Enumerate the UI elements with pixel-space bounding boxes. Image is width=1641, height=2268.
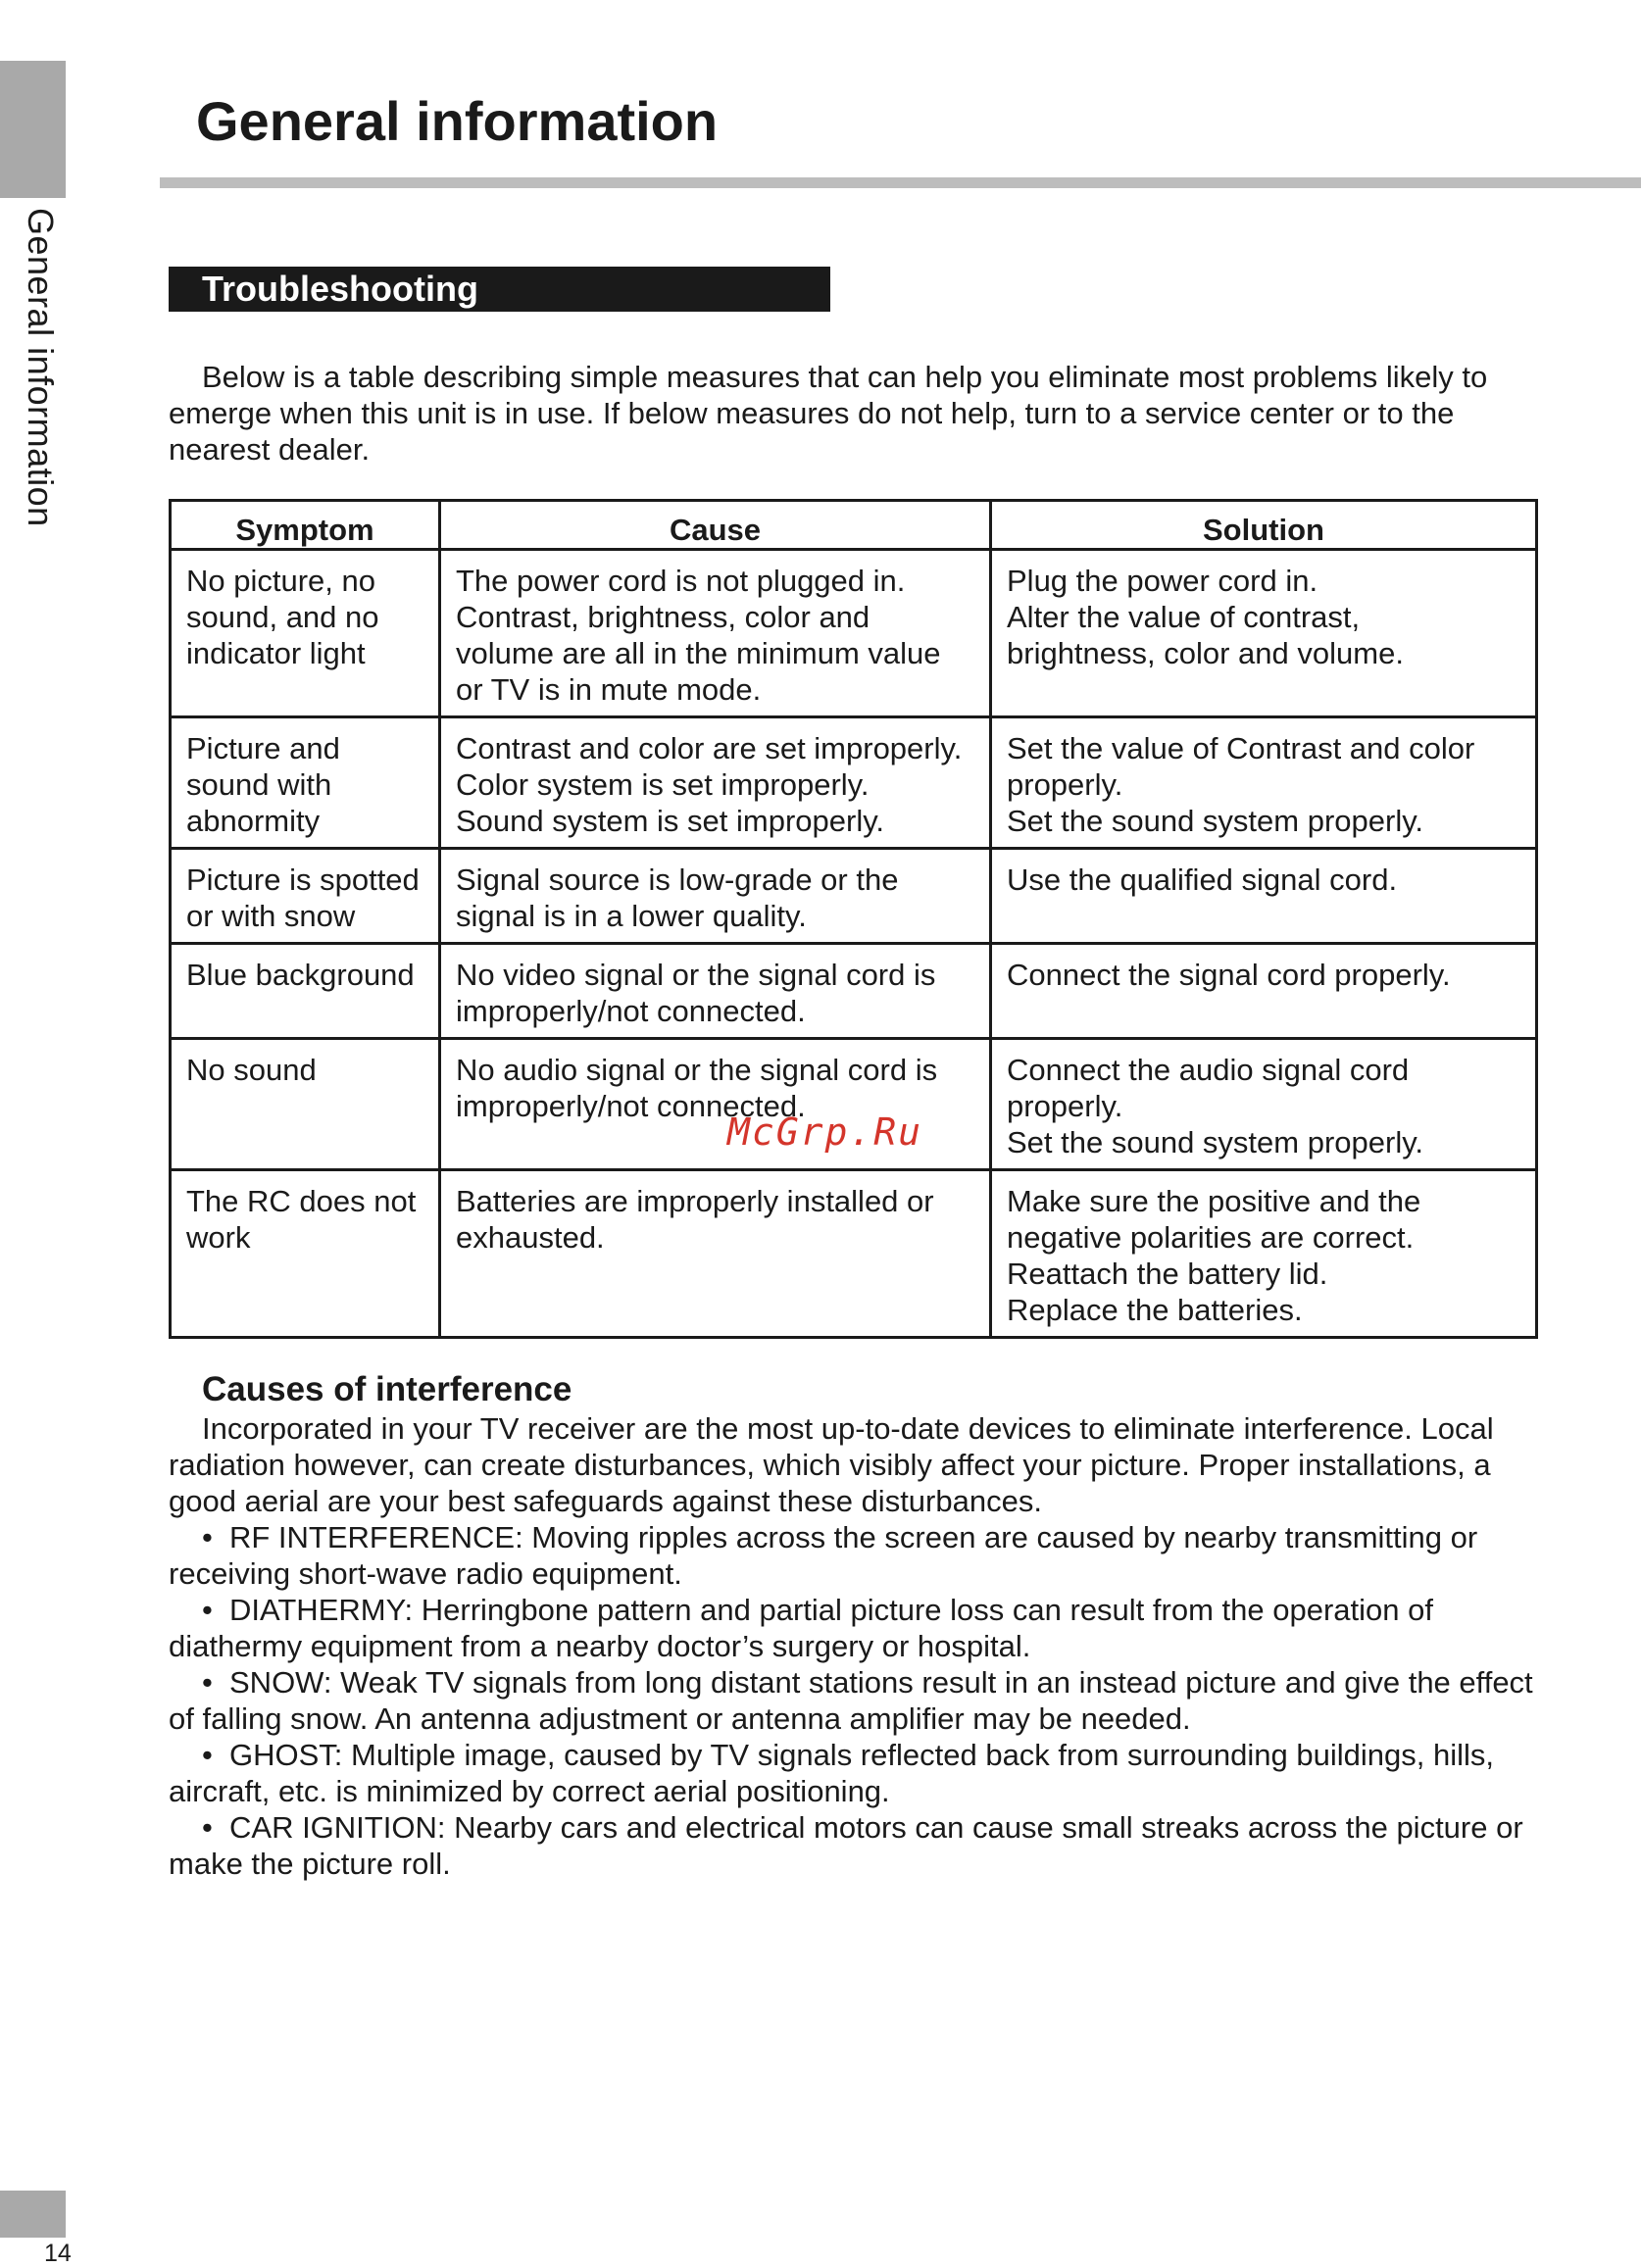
cell-solution [991, 1170, 1537, 1338]
bullet-icon: • [202, 1593, 213, 1627]
cell-line: Set the sound system properly. [1007, 804, 1424, 838]
intro-paragraph: Below is a table describing simple measures that can help you eliminate most problems likely to emerge when this unit is in use. If below measures do not help, turn to a service center or to the nearest dealer. [169, 360, 1488, 467]
cell-solution [991, 717, 1537, 849]
table-row [171, 1170, 1537, 1338]
header-symptom: Symptom [171, 501, 440, 550]
cell-line: or TV is in mute mode. [456, 672, 762, 707]
cell-symptom [171, 1170, 440, 1338]
cell-line: abnormity [186, 804, 321, 838]
cell-line: Connect the signal cord properly. [1007, 958, 1451, 992]
cell-line: Set the value of Contrast and color [1007, 731, 1475, 765]
cell-line: Blue background [186, 958, 415, 992]
interference-section [169, 1369, 1541, 1882]
cell-line: indicator light [186, 636, 366, 670]
watermark: McGrp.Ru [727, 1110, 923, 1154]
bullet-text: CAR IGNITION: Nearby cars and electrical motors can cause small streaks across the picture or make the picture roll. [169, 1810, 1523, 1881]
cell-line: improperly/not connected. [456, 1089, 806, 1123]
footer-tab-marker [0, 2191, 66, 2238]
bullet-icon: • [202, 1810, 213, 1845]
cell-line: Plug the power cord in. [1007, 564, 1318, 598]
cell-cause [440, 1170, 991, 1338]
title-divider [160, 177, 1641, 188]
header-solution: Solution [991, 501, 1537, 550]
cell-line: The power cord is not plugged in. [456, 564, 906, 598]
cell-line: properly. [1007, 767, 1123, 802]
cell-line: sound with [186, 767, 332, 802]
table-row [171, 717, 1537, 849]
header-cause: Cause [440, 501, 991, 550]
interference-paragraph: Incorporated in your TV receiver are the most up-to-date devices to eliminate interference. Local radiation however, can create disturbances, which visibly affect your picture. Proper installations, a good aerial are your best safeguards against these disturbances. [169, 1411, 1494, 1518]
page-title: General information [196, 90, 719, 152]
cell-symptom [171, 1039, 440, 1170]
cell-line: sound, and no [186, 600, 379, 634]
cell-line: No video signal or the signal cord is [456, 958, 936, 992]
table-row [171, 849, 1537, 944]
cell-line: Make sure the positive and the [1007, 1184, 1421, 1218]
cell-line: Picture and [186, 731, 340, 765]
interference-bullet-list [169, 1519, 1541, 1882]
cell-line: No picture, no [186, 564, 375, 598]
cell-line: No audio signal or the signal cord is [456, 1053, 938, 1087]
cell-line: Use the qualified signal cord. [1007, 863, 1398, 897]
cell-solution [991, 944, 1537, 1039]
cell-line: brightness, color and volume. [1007, 636, 1404, 670]
cell-cause [440, 550, 991, 717]
cell-cause [440, 849, 991, 944]
bullet-icon: • [202, 1738, 213, 1772]
cell-solution [991, 1039, 1537, 1170]
interference-bullet-item [169, 1519, 1541, 1592]
cell-symptom [171, 849, 440, 944]
cell-line: Contrast and color are set improperly. [456, 731, 963, 765]
cell-line: negative polarities are correct. [1007, 1220, 1415, 1255]
bullet-icon: • [202, 1520, 213, 1554]
cell-line: The RC does not [186, 1184, 417, 1218]
interference-bullet-item [169, 1592, 1541, 1664]
cell-symptom [171, 717, 440, 849]
cell-cause [440, 944, 991, 1039]
cell-line: Set the sound system properly. [1007, 1125, 1424, 1159]
cell-line: Picture is spotted [186, 863, 420, 897]
bullet-icon: • [202, 1665, 213, 1700]
cell-line: signal is in a lower quality. [456, 899, 807, 933]
cell-line: volume are all in the minimum value [456, 636, 941, 670]
cell-line: Connect the audio signal cord [1007, 1053, 1410, 1087]
cell-cause [440, 717, 991, 849]
cell-solution [991, 550, 1537, 717]
table-row [171, 550, 1537, 717]
cell-line: Batteries are improperly installed or [456, 1184, 934, 1218]
side-tab-marker [0, 61, 66, 198]
bullet-text: GHOST: Multiple image, caused by TV signals reflected back from surrounding buildings, hills, aircraft, etc. is minimized by correct aerial positioning. [169, 1738, 1494, 1808]
interference-bullet-item [169, 1737, 1541, 1809]
interference-bullet-item [169, 1664, 1541, 1737]
interference-heading: Causes of interference [202, 1370, 572, 1408]
interference-bullet-item [169, 1809, 1541, 1882]
side-tab-label: General information [21, 208, 61, 527]
cell-line: Alter the value of contrast, [1007, 600, 1361, 634]
cell-line: No sound [186, 1053, 317, 1087]
page-number: 14 [44, 2240, 72, 2267]
troubleshooting-table [169, 499, 1538, 1339]
cell-line: exhausted. [456, 1220, 605, 1255]
bullet-text: SNOW: Weak TV signals from long distant stations result in an instead picture and give the effect of falling snow. An antenna adjustment or antenna amplifier may be needed. [169, 1665, 1533, 1736]
section-heading-troubleshooting: Troubleshooting [169, 267, 830, 312]
cell-symptom [171, 550, 440, 717]
cell-line: or with snow [186, 899, 356, 933]
cell-solution [991, 849, 1537, 944]
cell-line: work [186, 1220, 251, 1255]
cell-line: improperly/not connected. [456, 994, 806, 1028]
cell-line: Signal source is low-grade or the [456, 863, 899, 897]
cell-symptom [171, 944, 440, 1039]
cell-line: Sound system is set improperly. [456, 804, 885, 838]
cell-line: Contrast, brightness, color and [456, 600, 870, 634]
cell-line: Reattach the battery lid. [1007, 1257, 1328, 1291]
table-header-row [171, 501, 1537, 550]
bullet-text: RF INTERFERENCE: Moving ripples across the screen are caused by nearby transmitting or receiving short-wave radio equipment. [169, 1520, 1478, 1591]
cell-line: properly. [1007, 1089, 1123, 1123]
cell-line: Color system is set improperly. [456, 767, 870, 802]
table-row [171, 944, 1537, 1039]
cell-line: Replace the batteries. [1007, 1293, 1303, 1327]
bullet-text: DIATHERMY: Herringbone pattern and partial picture loss can result from the operation of diathermy equipment from a nearby doctor’s surgery or hospital. [169, 1593, 1433, 1663]
